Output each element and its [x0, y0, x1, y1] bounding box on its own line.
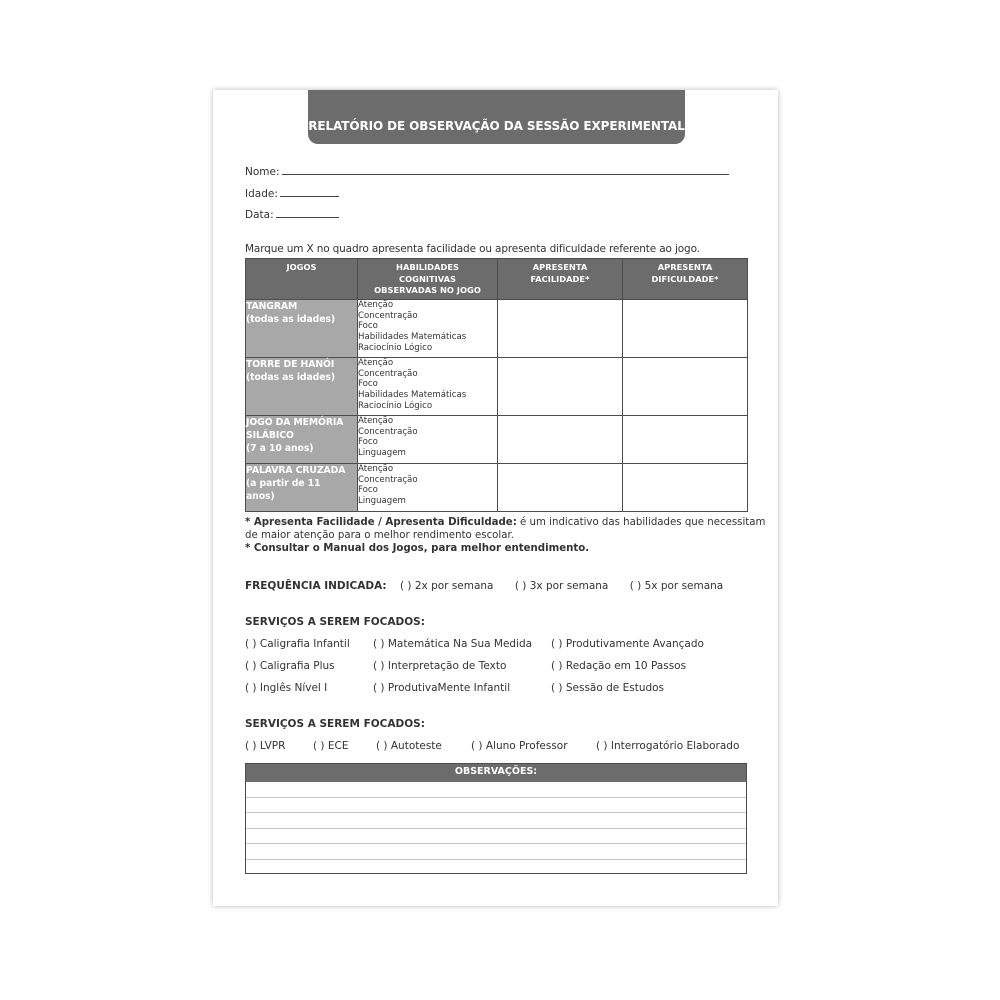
report-title: RELATÓRIO DE OBSERVAÇÃO DA SESSÃO EXPERIMENTAL: [308, 90, 685, 144]
name-field[interactable]: [245, 166, 729, 178]
game-name: TANGRAM (todas as idades): [246, 300, 358, 358]
observations-heading: OBSERVAÇÕES:: [246, 764, 746, 782]
header-difficulty: APRESENTA DIFICULDADE*: [623, 259, 748, 300]
game-name: JOGO DA MEMÓRIA SILÁBICO (7 a 10 anos): [246, 416, 358, 464]
date-line[interactable]: [276, 209, 339, 218]
header-ease: APRESENTA FACILIDADE*: [498, 259, 623, 300]
skills-list: Atenção Concentração Foco Linguagem: [358, 464, 498, 512]
observation-line[interactable]: [246, 844, 746, 860]
frequency-option-2x[interactable]: ( ) 2x por semana: [399, 580, 494, 592]
difficulty-checkbox-cell[interactable]: [623, 300, 748, 358]
game-name: TORRE DE HANÓI (todas as idades): [246, 358, 358, 416]
ease-checkbox-cell[interactable]: [498, 416, 623, 464]
service-option-lvpr[interactable]: ( ) LVPR: [245, 740, 286, 752]
table-row: [246, 464, 748, 512]
service-option-redacao[interactable]: ( ) Redação em 10 Passos: [551, 660, 687, 672]
frequency-option-3x[interactable]: ( ) 3x por semana: [514, 580, 609, 592]
frequency-option-5x[interactable]: ( ) 5x por semana: [629, 580, 724, 592]
footnote-line-2: de maior atenção para o melhor rendimento escolar.: [245, 530, 514, 541]
instruction-text: Marque um X no quadro apresenta facilidade ou apresenta dificuldade referente ao jogo.: [245, 243, 700, 255]
observation-line[interactable]: [246, 798, 746, 814]
report-sheet: [213, 90, 778, 906]
date-label: Data:: [245, 209, 274, 221]
service-option-matematica[interactable]: ( ) Matemática Na Sua Medida: [373, 638, 533, 650]
header-skills: HABILIDADES COGNITIVAS OBSERVADAS NO JOGO: [358, 259, 498, 300]
skills-list: Atenção Concentração Foco Linguagem: [358, 416, 498, 464]
service-option-aluno-professor[interactable]: ( ) Aluno Professor: [471, 740, 568, 752]
footnote-line-3: * Consultar o Manual dos Jogos, para melhor entendimento.: [245, 543, 590, 554]
ease-checkbox-cell[interactable]: [498, 300, 623, 358]
service-option-ingles[interactable]: ( ) Inglês Nível I: [245, 682, 328, 694]
name-label: Nome:: [245, 166, 280, 178]
service-option-sessao-estudos[interactable]: ( ) Sessão de Estudos: [551, 682, 665, 694]
services-heading-2: SERVIÇOS A SEREM FOCADOS:: [245, 718, 425, 730]
frequency-label: FREQUÊNCIA INDICADA:: [245, 580, 387, 592]
ease-checkbox-cell[interactable]: [498, 464, 623, 512]
age-label: Idade:: [245, 188, 278, 200]
header-games: JOGOS: [246, 259, 358, 300]
game-name: PALAVRA CRUZADA (a partir de 11 anos): [246, 464, 358, 512]
services-heading-1: SERVIÇOS A SEREM FOCADOS:: [245, 616, 425, 628]
difficulty-checkbox-cell[interactable]: [623, 416, 748, 464]
frequency-row: [245, 580, 731, 592]
observations-box: [245, 763, 747, 874]
ease-checkbox-cell[interactable]: [498, 358, 623, 416]
games-table: [245, 258, 748, 512]
table-row: [246, 416, 748, 464]
observation-line[interactable]: [246, 782, 746, 798]
service-option-interpretacao[interactable]: ( ) Interpretação de Texto: [373, 660, 507, 672]
skills-list: Atenção Concentração Foco Habilidades Matemáticas Raciocínio Lógico: [358, 358, 498, 416]
difficulty-checkbox-cell[interactable]: [623, 358, 748, 416]
table-row: [246, 300, 748, 358]
age-line[interactable]: [280, 188, 339, 197]
service-option-caligrafia-infantil[interactable]: ( ) Caligrafia Infantil: [245, 638, 350, 650]
footnote-line-1: * Apresenta Facilidade / Apresenta Dificuldade: é um indicativo das habilidades que necessitam: [245, 517, 766, 528]
service-option-produtivamente-avancado[interactable]: ( ) Produtivamente Avançado: [551, 638, 704, 650]
observation-line[interactable]: [246, 860, 746, 876]
service-option-autoteste[interactable]: ( ) Autoteste: [376, 740, 442, 752]
skills-list: Atenção Concentração Foco Habilidades Matemáticas Raciocínio Lógico: [358, 300, 498, 358]
observation-line[interactable]: [246, 813, 746, 829]
service-option-interrogatorio[interactable]: ( ) Interrogatório Elaborado: [596, 740, 740, 752]
date-field[interactable]: [245, 209, 339, 221]
service-option-produtivamente-infantil[interactable]: ( ) ProdutivaMente Infantil: [373, 682, 511, 694]
name-line[interactable]: [282, 166, 729, 175]
table-header-row: [246, 259, 748, 300]
observation-line[interactable]: [246, 829, 746, 845]
difficulty-checkbox-cell[interactable]: [623, 464, 748, 512]
table-row: [246, 358, 748, 416]
service-option-ece[interactable]: ( ) ECE: [313, 740, 349, 752]
service-option-caligrafia-plus[interactable]: ( ) Caligrafia Plus: [245, 660, 335, 672]
age-field[interactable]: [245, 188, 339, 200]
